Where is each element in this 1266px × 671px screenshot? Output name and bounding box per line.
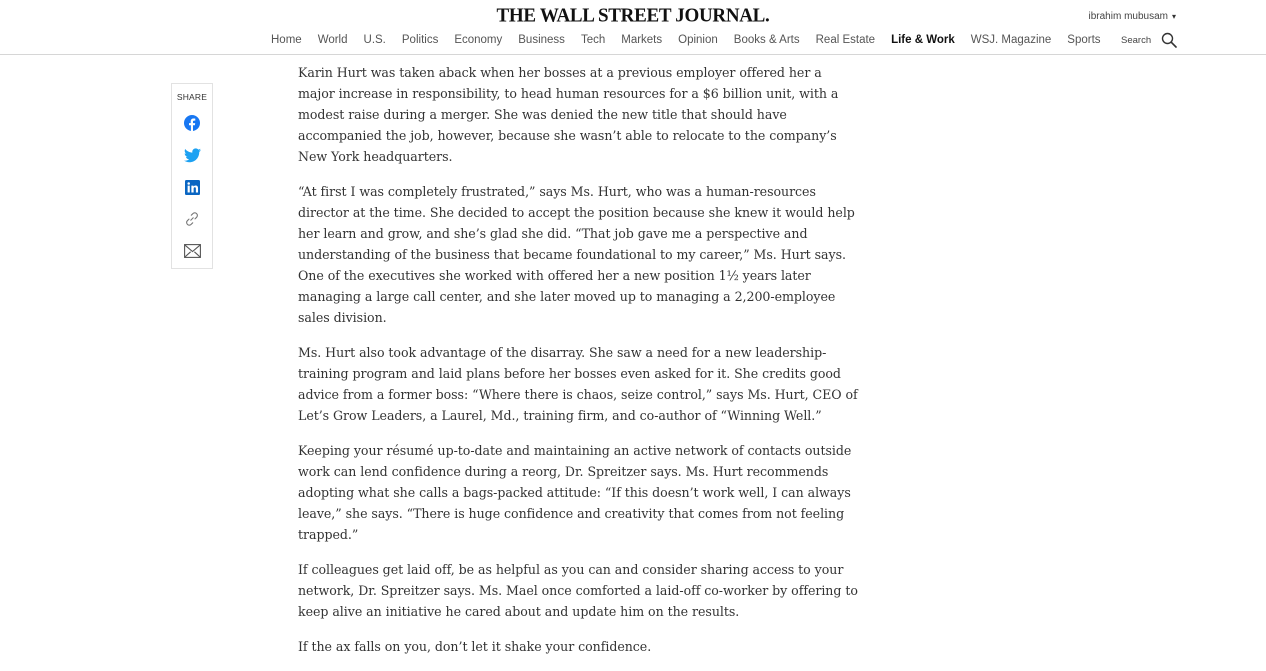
article-body [298, 62, 860, 671]
search-label[interactable]: Search [1121, 34, 1152, 46]
copy-link-button[interactable] [182, 209, 202, 229]
nav-item-economy[interactable]: Economy [454, 34, 503, 46]
share-label: SHARE [176, 92, 208, 102]
article-paragraph: Keeping your résumé up-to-date and maintaining an active network of contacts outside work can lend confidence during a reorg, Dr. Spreitzer says. Ms. Hurt recommends adopting what she calls a bags-packed attitude: “If this doesn’t work well, I can always leave,” she says. “There is huge confidence and creativity that comes from not feeling trapped.” [298, 443, 852, 542]
linkedin-share-button[interactable] [182, 177, 202, 197]
email-icon [184, 244, 201, 258]
chevron-down-icon[interactable]: ▾ [1171, 12, 1176, 21]
linkedin-icon [185, 180, 200, 195]
user-menu[interactable] [1089, 11, 1177, 22]
link-icon [183, 210, 201, 228]
nav-item-markets[interactable]: Markets [621, 34, 663, 46]
masthead-text[interactable]: THE WALL STREET JOURNAL. [496, 4, 770, 27]
article-paragraph: “At first I was completely frustrated,” says Ms. Hurt, who was a human-resources director at the time. She decided to accept the position because she knew it would help her learn and grow, and she’s glad she did. “That job gave me a perspective and understanding of the business that became foundational to my career,” Ms. Hurt says. One of the executives she worked with offered her a new position 1½ years later managing a large call center, and she later moved up to managing a 2,200-employee sales division. [298, 184, 855, 325]
site-header [0, 0, 1266, 55]
magnifier-icon[interactable] [1161, 32, 1177, 48]
email-share-button[interactable] [182, 241, 202, 261]
nav-item-politics[interactable]: Politics [401, 34, 439, 46]
article-paragraph: If colleagues get laid off, be as helpful as you can and consider sharing access to your network, Dr. Spreitzer says. Ms. Mael once comforted a laid-off co-worker by offering to keep alive an initiative he cared about and update him on the results. [298, 562, 858, 619]
user-name[interactable]: ibrahim mubusam [1088, 11, 1168, 22]
nav-item-life-work[interactable]: Life & Work [891, 34, 955, 46]
search-button[interactable] [1121, 32, 1177, 48]
main-nav [263, 33, 1109, 47]
nav-item-home[interactable]: Home [271, 34, 302, 46]
nav-item-wsj-magazine[interactable]: WSJ. Magazine [970, 34, 1052, 46]
share-panel [171, 83, 213, 269]
article-paragraph: If the ax falls on you, don’t let it shake your confidence. [298, 639, 652, 654]
nav-item-real-estate[interactable]: Real Estate [815, 34, 876, 46]
facebook-icon [184, 115, 200, 131]
masthead-logo[interactable] [0, 5, 1266, 27]
nav-item-opinion[interactable]: Opinion [678, 34, 718, 46]
nav-item-us[interactable]: U.S. [363, 34, 386, 46]
twitter-icon [184, 148, 201, 163]
nav-item-world[interactable]: World [317, 34, 348, 46]
nav-item-books-arts[interactable]: Books & Arts [733, 34, 800, 46]
nav-item-business[interactable]: Business [518, 34, 565, 46]
article-paragraph: Ms. Hurt also took advantage of the disarray. She saw a need for a new leadership-training program and laid plans before her bosses even asked for it. She credits good advice from a former boss: “Where there is chaos, seize control,” says Ms. Hurt, CEO of Let’s Grow Leaders, a Laurel, Md., training firm, and co-author of “Winning Well.” [298, 345, 858, 423]
twitter-share-button[interactable] [182, 145, 202, 165]
facebook-share-button[interactable] [182, 113, 202, 133]
nav-item-sports[interactable]: Sports [1067, 34, 1101, 46]
article-paragraph: Karin Hurt was taken aback when her bosses at a previous employer offered her a major increase in responsibility, to head human resources for a $6 billion unit, with a modest raise during a merger. She was denied the new title that should have accompanied the job, however, because she wasn’t able to relocate to the company’s New York headquarters. [298, 65, 839, 164]
nav-item-tech[interactable]: Tech [580, 34, 606, 46]
